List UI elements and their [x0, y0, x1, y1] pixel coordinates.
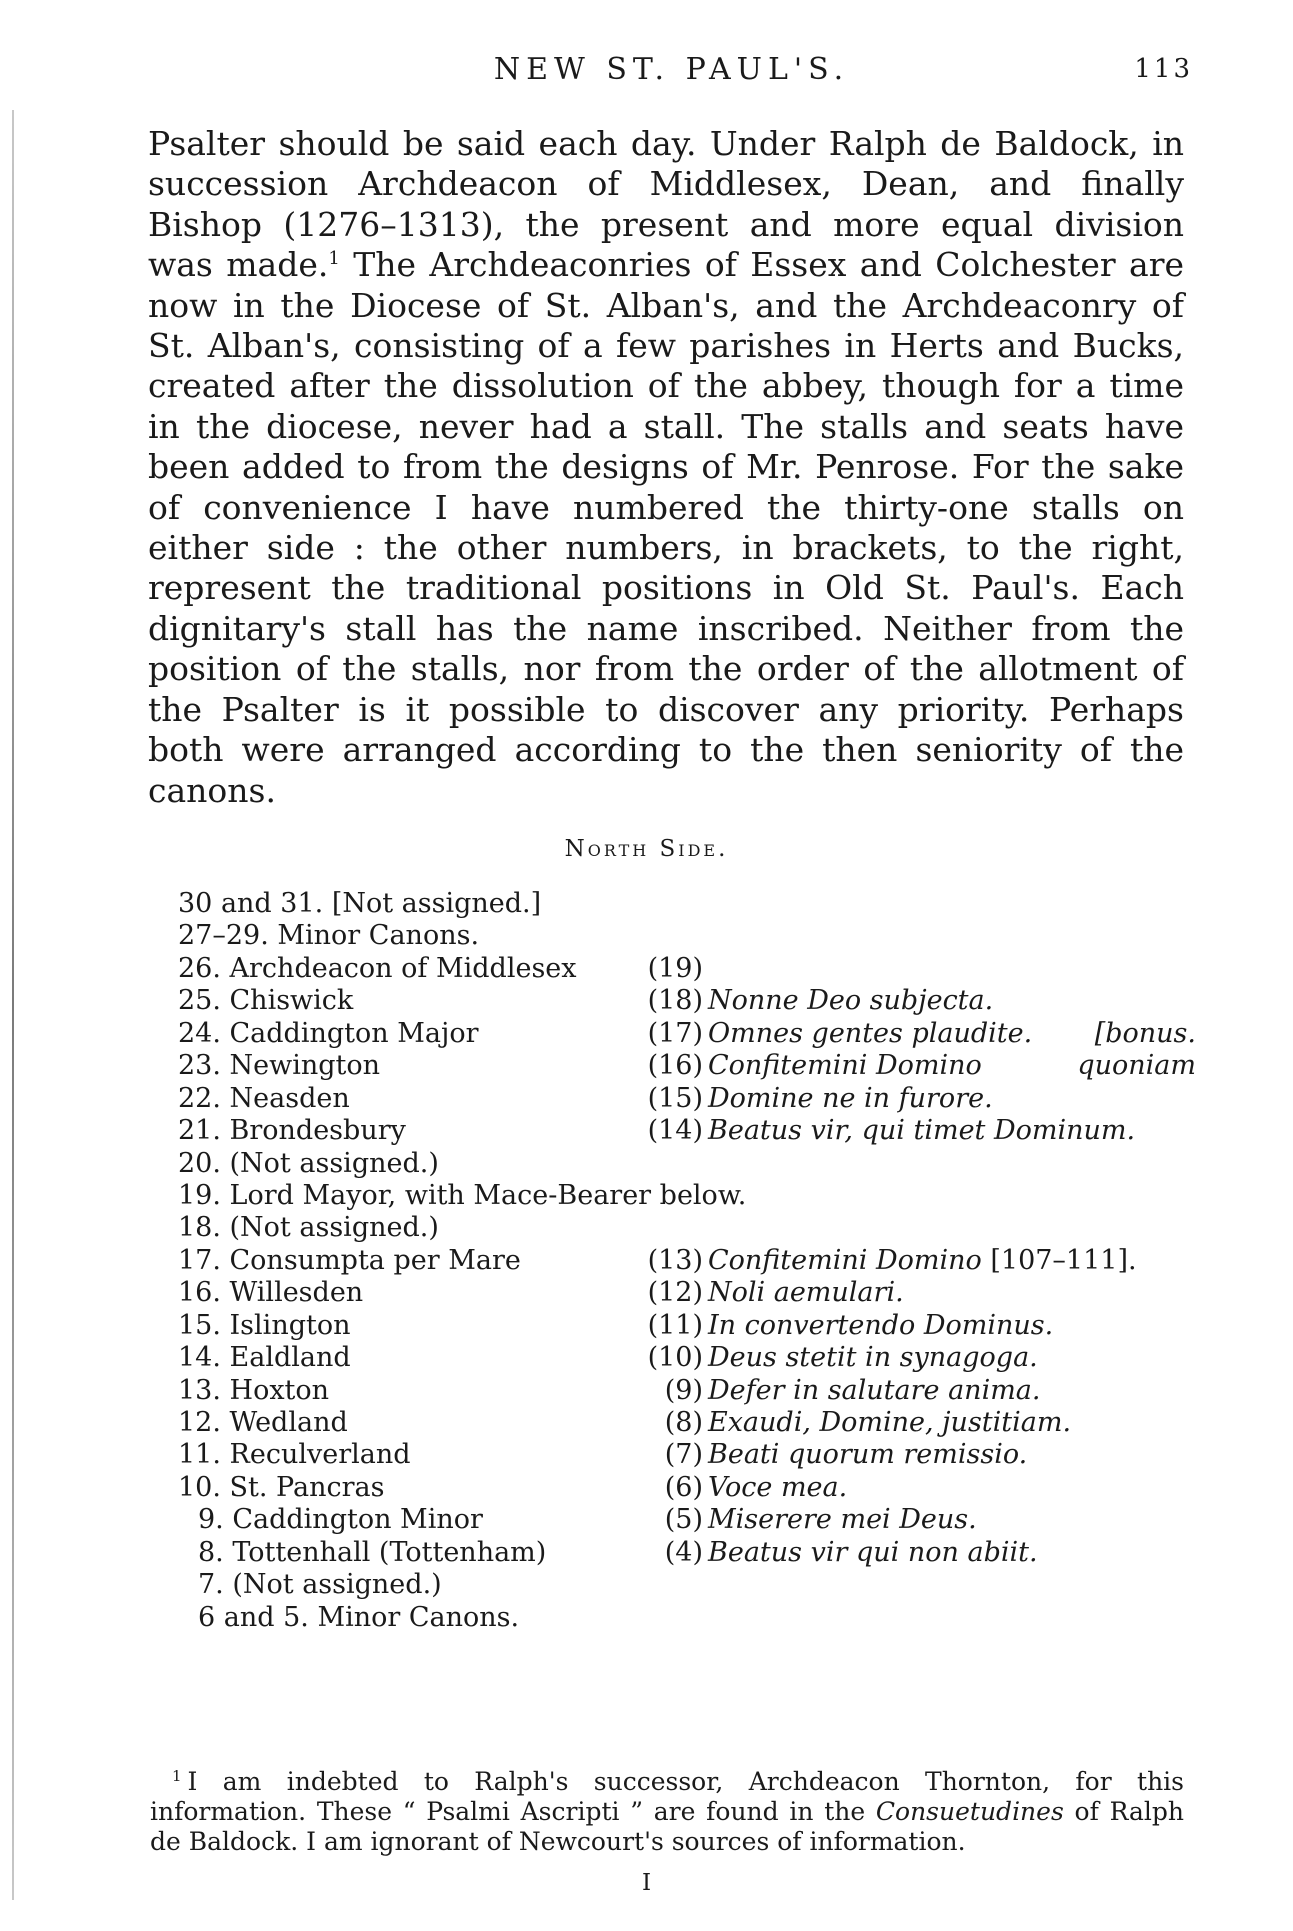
stall-row: [178, 920, 1208, 952]
psalm-title-text: Defer in salutare anima.: [708, 1374, 1041, 1406]
stall-name: 25. Chiswick: [178, 985, 354, 1017]
psalm-title-text: Exaudi, Domine, justitiam.: [708, 1407, 1072, 1438]
stall-name: 9. Caddington Minor: [198, 1504, 483, 1536]
old-position-number: (6): [664, 1471, 703, 1503]
running-head: [150, 52, 1193, 92]
stall-row: [178, 1212, 1208, 1244]
stall-name: 15. Islington: [178, 1309, 351, 1341]
stall-row: [178, 1180, 1208, 1212]
psalm-title: [708, 1375, 1041, 1407]
psalm-title: [708, 1472, 847, 1504]
psalm-title-text: Miserere mei Deus.: [708, 1504, 977, 1536]
stall-row: [178, 1342, 1208, 1374]
psalm-title-text: In convertendo Dominus.: [708, 1309, 1054, 1341]
old-position-number: (10): [647, 1342, 703, 1374]
binding-edge: [12, 110, 14, 1900]
footnote-text-part1: I am indebted to Ralph's successor, Archdeacon Thornton, for this information. These “ Psalmi Ascripti ” are found in the: [150, 1767, 1184, 1826]
old-position-number: (15): [647, 1082, 703, 1114]
signature-mark: I: [641, 1870, 652, 1896]
psalm-title: [708, 1115, 1135, 1147]
psalm-title-text: Confitemini Domino: [708, 1244, 982, 1276]
stall-name: 18. (Not assigned.): [178, 1212, 439, 1244]
running-title: NEW ST. PAUL'S.: [493, 52, 850, 87]
stall-row: [178, 1018, 1208, 1050]
old-position-number: (14): [647, 1115, 703, 1147]
stall-row: [178, 1083, 1208, 1115]
stall-row: [178, 985, 1208, 1017]
old-position-number: (5): [664, 1504, 703, 1536]
stall-row: [178, 1245, 1208, 1277]
stall-row: [178, 1569, 1208, 1601]
old-position-number: (17): [647, 1017, 703, 1049]
stall-list: [178, 888, 1208, 1634]
psalm-title-text: Nonne Deo subjecta.: [708, 985, 994, 1017]
psalm-title-continuation: [bonus.: [1094, 1017, 1196, 1049]
psalm-title: [708, 1407, 1071, 1439]
psalm-range: [107–111].: [981, 1244, 1137, 1276]
stall-name: 13. Hoxton: [178, 1374, 330, 1406]
page-number: 113: [1134, 54, 1193, 84]
psalm-title-text: Omnes gentes plaudite.: [708, 1017, 1033, 1049]
stall-name: 26. Archdeacon of Middlesex: [178, 952, 577, 984]
stall-row: [178, 888, 1208, 920]
body-paragraph: [148, 124, 1184, 811]
section-heading: North Side.: [564, 836, 729, 862]
psalm-title: [708, 1504, 977, 1536]
stall-name: 24. Caddington Major: [178, 1017, 479, 1049]
stall-name: 6 and 5. Minor Canons.: [198, 1601, 520, 1633]
footnote: [150, 1767, 1184, 1857]
psalm-title: [708, 1050, 982, 1082]
stall-name: 30 and 31. [Not assigned.]: [178, 888, 542, 919]
psalm-title-text: Noli aemulari.: [708, 1277, 904, 1309]
stall-name: 7. (Not assigned.): [198, 1569, 442, 1601]
stall-row: [178, 1050, 1208, 1082]
stall-name: 14. Ealdland: [178, 1342, 351, 1374]
psalm-title-text: Beati quorum remissio.: [708, 1439, 1028, 1471]
stall-name: 10. St. Pancras: [178, 1471, 385, 1503]
old-position-number: (19): [647, 952, 703, 984]
footnote-mark: 1: [172, 1766, 182, 1785]
stall-row: [178, 1310, 1208, 1342]
psalm-title: [708, 1245, 1137, 1277]
stall-name: 23. Newington: [178, 1050, 381, 1082]
stall-row: [178, 1602, 1208, 1634]
stall-row: [178, 1375, 1208, 1407]
psalm-title-text: Deus stetit in synagoga.: [708, 1342, 1038, 1374]
body-text-part2: The Archdeaconries of Essex and Colchester are now in the Diocese of St. Alban's, and the Archdeaconry of St. Alban's, consisting of a few parishes in Herts and Bucks, created after the dissolution of the abbey, though for a time in the diocese, never had a stall. The stalls and seats have been added to from the designs of Mr. Penrose. For the sake of convenience I have numbered the thirty-one stalls on either side : the other numbers, in brackets, to the right, represent the traditional positions in Old St. Paul's. Each dignitary's stall has the name inscribed. Neither from the position of the stalls, nor from the order of the allotment of the Psalter is it possible to discover any priority. Perhaps both were arranged according to the then seniority of the canons.: [148, 245, 1184, 810]
stall-row: [178, 1148, 1208, 1180]
psalm-title-continuation: quoniam: [1077, 1050, 1196, 1082]
psalm-title-text: Voce mea.: [708, 1471, 848, 1503]
psalm-title: [708, 1083, 993, 1115]
old-position-number: (4): [664, 1536, 703, 1568]
stall-name: 21. Brondesbury: [178, 1115, 406, 1147]
stall-name: 12. Wedland: [178, 1407, 348, 1438]
psalm-title: [708, 1537, 1038, 1569]
old-position-number: (8): [664, 1407, 703, 1438]
old-position-number: (11): [647, 1309, 703, 1341]
stall-row: [178, 1277, 1208, 1309]
stall-row: [178, 1537, 1208, 1569]
psalm-title: [708, 1310, 1053, 1342]
psalm-title: [708, 1439, 1027, 1471]
psalm-title: [708, 1277, 904, 1309]
old-position-number: (13): [647, 1244, 703, 1276]
stall-row: [178, 1472, 1208, 1504]
stall-row: [178, 1504, 1208, 1536]
old-position-number: (16): [647, 1050, 703, 1082]
old-position-number: (7): [664, 1439, 703, 1471]
psalm-title-text: Beatus vir qui non abiit.: [708, 1536, 1038, 1568]
psalm-title: [708, 985, 993, 1017]
stall-name: 27–29. Minor Canons.: [178, 920, 480, 952]
stall-name: 20. (Not assigned.): [178, 1147, 439, 1179]
footnote-reference: 1: [328, 248, 340, 270]
stall-name: 19. Lord Mayor, with Mace-Bearer below.: [178, 1179, 747, 1211]
stall-row: [178, 1115, 1208, 1147]
old-position-number: (18): [647, 985, 703, 1017]
body-text-part1: Psalter should be said each day. Under Ralph de Baldock, in succession Archdeacon of Middlesex, Dean, and finally Bishop (1276–1313), the present and more equal division was made.: [148, 124, 1184, 285]
stall-row: [178, 953, 1208, 985]
psalm-title: [708, 1342, 1038, 1374]
stall-name: 11. Reculverland: [178, 1439, 411, 1471]
stall-name: 17. Consumpta per Mare: [178, 1244, 521, 1276]
stall-name: 16. Willesden: [178, 1277, 364, 1309]
stall-name: 22. Neasden: [178, 1082, 350, 1114]
stall-name: 8. Tottenhall (Tottenham): [198, 1536, 547, 1568]
psalm-title-text: Beatus vir, qui timet Dominum.: [708, 1115, 1136, 1147]
old-position-number: (12): [647, 1277, 703, 1309]
old-position-number: (9): [664, 1374, 703, 1406]
footnote-text-part2: of Ralph de Baldock. I am ignorant of Newcourt's sources of information.: [150, 1797, 1184, 1856]
psalm-title-text: Domine ne in furore.: [708, 1082, 993, 1114]
psalm-title-text: Confitemini Domino: [708, 1050, 982, 1082]
stall-row: [178, 1439, 1208, 1471]
footnote-italic-title: Consuetudines: [875, 1797, 1064, 1826]
stall-row: [178, 1407, 1208, 1439]
psalm-title: [708, 1018, 1032, 1050]
